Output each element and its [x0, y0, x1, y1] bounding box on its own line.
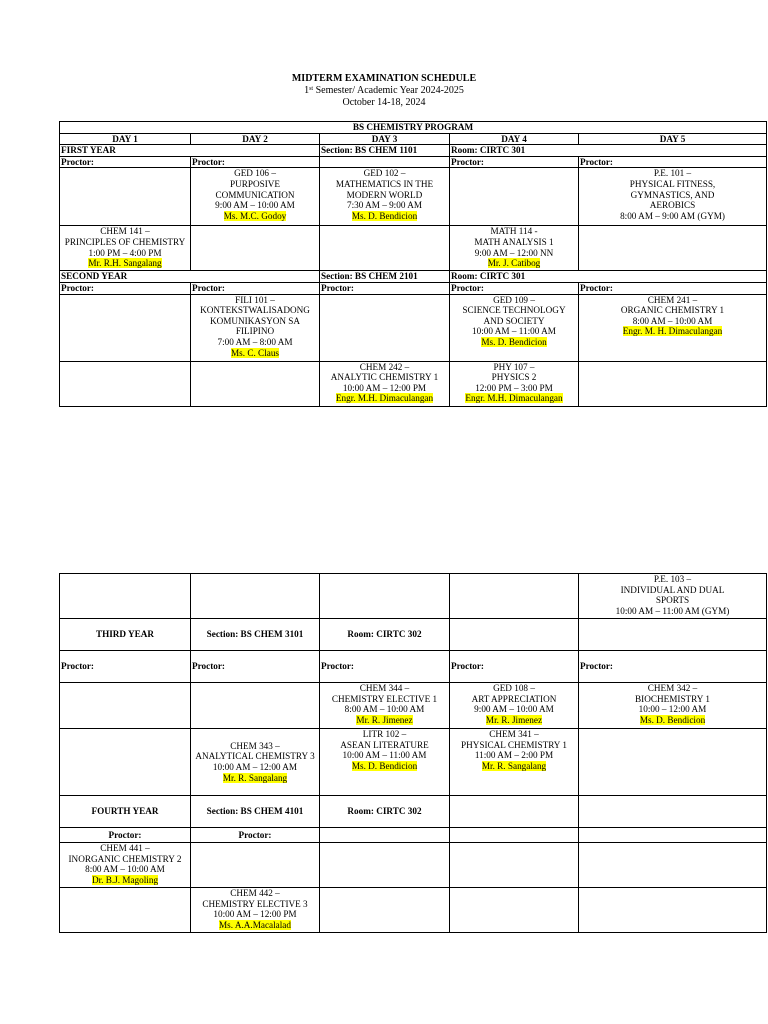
third-year-label: THIRD YEAR	[60, 619, 191, 651]
exam-time: 8:00 AM – 10:00 AM	[632, 315, 713, 326]
exam-entry-math114	[450, 226, 579, 271]
third-year-section: Section: BS CHEM 3101	[191, 619, 320, 651]
empty-cell	[191, 226, 320, 271]
empty-cell	[450, 168, 579, 226]
exam-time: 8:00 AM – 10:00 AM	[85, 864, 165, 875]
course-code: CHEM 442 –	[230, 888, 280, 898]
proctor-label: Proctor:	[191, 651, 320, 683]
empty-cell	[320, 843, 450, 888]
empty-cell	[579, 361, 767, 406]
course-title: KONTEKSTWALISADONG	[200, 305, 310, 316]
course-title: MATHEMATICS IN THE	[335, 178, 434, 189]
course-code: P.E. 103 –	[653, 574, 692, 584]
empty-cell	[191, 361, 320, 406]
course-code: GED 108 –	[493, 683, 535, 693]
course-code: CHEM 343 –	[230, 740, 280, 751]
exam-entry-chem242	[320, 361, 450, 406]
exam-entry-chem342	[579, 683, 767, 729]
course-title: AEROBICS	[649, 200, 696, 211]
day-3-header: DAY 3	[320, 133, 450, 145]
course-code: LITR 102 –	[362, 729, 407, 739]
proctor-name: Engr. M.H. Dimaculangan	[335, 393, 434, 404]
day-4-header: DAY 4	[450, 133, 579, 145]
course-code: CHEM 241 –	[647, 294, 698, 305]
proctor-label: Proctor:	[579, 282, 767, 294]
course-title: CHEMISTRY ELECTIVE 1	[331, 693, 438, 704]
schedule-table-2	[59, 573, 767, 933]
course-code: P.E. 101 –	[653, 168, 692, 179]
proctor-name: Engr. M.H. Dimaculangan	[465, 393, 563, 404]
course-title: COMMUNICATION	[215, 189, 295, 200]
empty-cell	[191, 683, 320, 729]
course-title: MODERN WORLD	[346, 189, 423, 200]
exam-time: 1:00 PM – 4:00 PM	[88, 247, 162, 258]
exam-entry-fili101	[191, 294, 320, 361]
exam-time: 8:00 AM – 9:00 AM (GYM)	[620, 210, 725, 221]
proctor-label: Proctor:	[320, 651, 450, 683]
exam-entry-ged102	[320, 168, 450, 226]
empty-cell	[450, 574, 579, 619]
day-5-header: DAY 5	[579, 133, 767, 145]
exam-time: 10:00 – 12:00 AM	[638, 704, 707, 715]
proctor-label: Proctor:	[60, 651, 191, 683]
exam-time: 10:00 AM – 12:00 PM	[213, 909, 297, 920]
course-code: PHY 107 –	[493, 361, 535, 372]
exam-entry-chem343	[191, 729, 320, 796]
course-title: PURPOSIVE	[229, 178, 281, 189]
empty-cell	[450, 828, 579, 843]
proctor-label: Proctor:	[579, 156, 767, 168]
exam-dates: October 14-18, 2024	[342, 97, 426, 108]
empty-cell	[320, 888, 450, 933]
course-title: SCIENCE TECHNOLOGY	[462, 305, 566, 316]
proctor-label: Proctor:	[60, 156, 191, 168]
course-title: PRINCIPLES OF CHEMISTRY	[64, 236, 186, 247]
empty-cell	[320, 574, 450, 619]
empty-cell	[60, 683, 191, 729]
exam-entry-chem441	[60, 843, 191, 888]
program-title: BS CHEMISTRY PROGRAM	[60, 122, 767, 134]
fourth-year-room: Room: CIRTC 302	[320, 796, 450, 828]
exam-entry-litr102	[320, 729, 450, 796]
empty-cell	[579, 828, 767, 843]
empty-cell	[320, 156, 450, 168]
fourth-year-section: Section: BS CHEM 4101	[191, 796, 320, 828]
proctor-label: Proctor:	[450, 282, 579, 294]
course-code: FILI 101 –	[235, 294, 275, 305]
first-year-section: Section: BS CHEM 1101	[320, 145, 450, 157]
exam-entry-ged109	[450, 294, 579, 361]
empty-cell	[579, 619, 767, 651]
exam-entry-ged108	[450, 683, 579, 729]
exam-entry-pe101	[579, 168, 767, 226]
course-code: CHEM 141 –	[100, 226, 150, 237]
exam-time: 7:00 AM – 8:00 AM	[217, 336, 293, 347]
semester-superscript: st	[309, 86, 314, 92]
semester-line	[0, 85, 768, 96]
proctor-name: Mr. J. Catibog	[487, 258, 541, 269]
semester-number: 1	[304, 85, 310, 96]
exam-time: 11:00 AM – 2:00 PM	[474, 750, 554, 761]
empty-cell	[60, 888, 191, 933]
course-title: KOMUNIKASYON SA	[209, 315, 301, 326]
proctor-name: Ms. D. Bendicion	[639, 714, 706, 725]
exam-entry-chem344	[320, 683, 450, 729]
proctor-name: Ms. D. Bendicion	[481, 336, 547, 347]
proctor-label: Proctor:	[450, 156, 579, 168]
course-title: ORGANIC CHEMISTRY 1	[620, 305, 725, 316]
course-title: MATH ANALYSIS 1	[474, 236, 554, 247]
second-year-section: Section: BS CHEM 2101	[320, 271, 450, 283]
empty-cell	[579, 843, 767, 888]
exam-time: 9:00 AM – 10:00 AM	[474, 704, 554, 715]
exam-entry-chem141	[60, 226, 191, 271]
proctor-label: Proctor:	[450, 651, 579, 683]
course-code: GED 109 –	[493, 294, 535, 305]
proctor-name: Ms. A.A.Macalalad	[219, 919, 291, 930]
empty-cell	[191, 574, 320, 619]
exam-time: 12:00 PM – 3:00 PM	[475, 382, 553, 393]
course-title: GYMNASTICS, AND	[630, 189, 715, 200]
semester-text: Semester/ Academic Year 2024-2025	[313, 85, 464, 96]
proctor-name: Ms. M.C. Godoy	[223, 210, 287, 221]
course-title: INORGANIC CHEMISTRY 2	[68, 853, 182, 864]
empty-cell	[579, 226, 767, 271]
exam-entry-ged106	[191, 168, 320, 226]
empty-cell	[60, 168, 191, 226]
fourth-year-label: FOURTH YEAR	[60, 796, 191, 828]
proctor-label: Proctor:	[579, 651, 767, 683]
exam-entry-phy107	[450, 361, 579, 406]
proctor-label: Proctor:	[191, 828, 320, 843]
exam-time: 10:00 AM – 11:00 AM	[472, 326, 556, 337]
proctor-name: Mr. R. Jimenez	[485, 714, 543, 725]
exam-time: 7:30 AM – 9:00 AM	[346, 200, 423, 211]
empty-cell	[320, 226, 450, 271]
empty-cell	[60, 361, 191, 406]
first-year-room: Room: CIRTC 301	[450, 145, 767, 157]
empty-cell	[579, 729, 767, 796]
course-title: ASEAN LITERATURE	[340, 739, 429, 750]
exam-time: 9:00 AM – 12:00 NN	[474, 247, 554, 258]
course-code: CHEM 341 –	[489, 729, 539, 739]
course-code: CHEM 242 –	[359, 361, 410, 372]
exam-time: 9:00 AM – 10:00 AM	[215, 200, 295, 211]
empty-cell	[320, 828, 450, 843]
first-year-label: FIRST YEAR	[60, 145, 320, 157]
course-title: CHEMISTRY ELECTIVE 3	[202, 898, 308, 909]
course-code: CHEM 342 –	[647, 683, 698, 693]
course-title: AND SOCIETY	[483, 315, 545, 326]
schedule-table-1	[59, 121, 767, 407]
proctor-label: Proctor:	[191, 156, 320, 168]
proctor-label: Proctor:	[320, 282, 450, 294]
course-title: ANALYTICAL CHEMISTRY 3	[195, 751, 315, 762]
course-title: SPORTS	[655, 595, 690, 606]
proctor-label: Proctor:	[191, 282, 320, 294]
exam-time: 8:00 AM – 10:00 AM	[344, 704, 425, 715]
proctor-name: Mr. R. Jimenez	[356, 714, 413, 725]
course-code: CHEM 344 –	[359, 683, 410, 693]
course-title: INDIVIDUAL AND DUAL	[620, 584, 725, 595]
proctor-name: Ms. D. Bendicion	[351, 760, 418, 771]
exam-entry-chem442	[191, 888, 320, 933]
exam-time: 10:00 AM – 12:00 PM	[342, 382, 427, 393]
second-year-room: Room: CIRTC 301	[450, 271, 767, 283]
empty-cell	[450, 843, 579, 888]
day-2-header: DAY 2	[191, 133, 320, 145]
empty-cell	[60, 294, 191, 361]
empty-cell	[60, 729, 191, 796]
empty-cell	[450, 888, 579, 933]
empty-cell	[60, 574, 191, 619]
exam-time: 10:00 AM – 11:00 AM (GYM)	[615, 605, 730, 616]
course-title: ART APPRECIATION	[471, 693, 557, 704]
proctor-name: Engr. M. H. Dimaculangan	[622, 326, 723, 337]
second-year-label: SECOND YEAR	[60, 271, 320, 283]
empty-cell	[450, 796, 579, 828]
course-title: FILIPINO	[235, 326, 275, 337]
course-title: BIOCHEMISTRY 1	[635, 693, 710, 704]
document-title: MIDTERM EXAMINATION SCHEDULE	[291, 73, 477, 84]
empty-cell	[579, 796, 767, 828]
proctor-name: Mr. R. Sangalang	[222, 772, 288, 783]
proctor-name: Mr. R. Sangalang	[481, 760, 547, 771]
empty-cell	[320, 294, 450, 361]
course-title: PHYSICS 2	[491, 372, 537, 383]
exam-time: 10:00 AM – 11:00 AM	[342, 750, 427, 761]
course-title: PHYSICAL CHEMISTRY 1	[460, 739, 567, 750]
empty-cell	[579, 888, 767, 933]
course-code: CHEM 441 –	[100, 843, 150, 853]
day-1-header: DAY 1	[60, 133, 191, 145]
proctor-name: Ms. D. Bendicion	[351, 210, 418, 221]
empty-cell	[191, 843, 320, 888]
exam-entry-chem341	[450, 729, 579, 796]
proctor-name: Dr. B.J. Magoling	[91, 874, 159, 885]
exam-entry-chem241	[579, 294, 767, 361]
proctor-name: Mr. R.H. Sangalang	[88, 258, 162, 269]
exam-entry-pe103	[579, 574, 767, 619]
third-year-room: Room: CIRTC 302	[320, 619, 450, 651]
course-code: MATH 114 -	[490, 226, 538, 237]
empty-cell	[450, 619, 579, 651]
proctor-name: Ms. C. Claus	[231, 347, 279, 358]
proctor-label: Proctor:	[60, 282, 191, 294]
proctor-label: Proctor:	[60, 828, 191, 843]
course-code: GED 102 –	[363, 168, 406, 179]
course-code: GED 106 –	[234, 168, 276, 179]
course-title: ANALYTIC CHEMISTRY 1	[330, 372, 439, 383]
exam-time: 10:00 AM – 12:00 AM	[212, 762, 298, 772]
course-title: PHYSICAL FITNESS,	[629, 178, 716, 189]
